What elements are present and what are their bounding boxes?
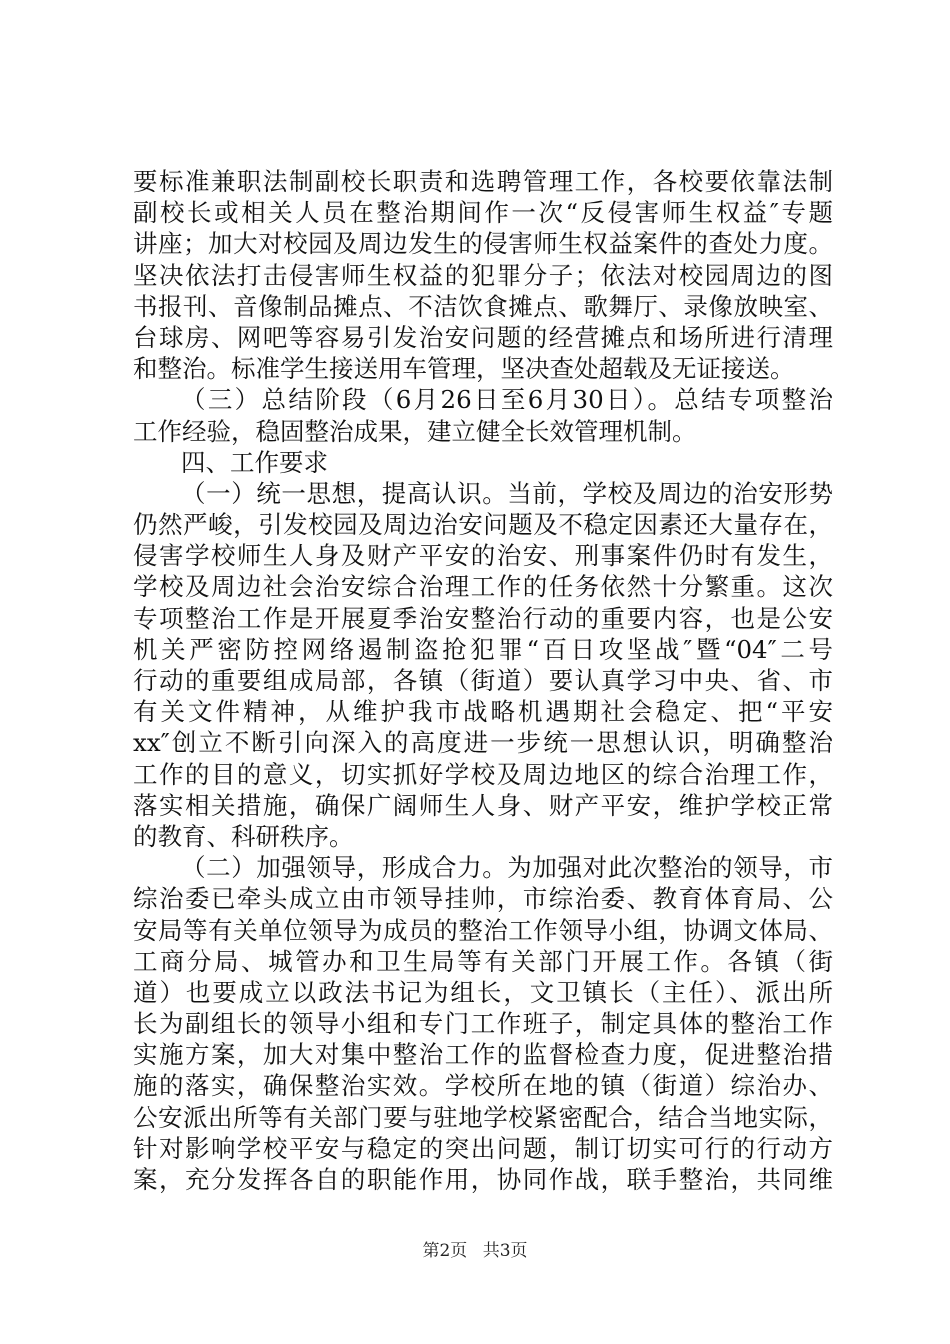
text-line: 侵害学校师生人身及财产平安的治安、刑事案件仍时有发生， xyxy=(133,541,833,571)
text-line: 仍然严峻，引发校园及周边治安问题及不稳定因素还大量存在， xyxy=(133,510,833,540)
text-line: 学校及周边社会治安综合治理工作的任务依然十分繁重。这次 xyxy=(133,572,833,602)
text-line: 机关严密防控网络遏制盗抢犯罪“百日攻坚战″暨“04″二号 xyxy=(133,634,833,664)
document-body xyxy=(133,166,833,1195)
text-line: 工商分局、城管办和卫生局等有关部门开展工作。各镇（街 xyxy=(133,946,833,976)
text-line: 台球房、网吧等容易引发治安问题的经营摊点和场所进行清理 xyxy=(133,322,833,352)
text-line: （一）统一思想，提高认识。当前，学校及周边的治安形势 xyxy=(181,478,833,508)
text-line: 施的落实，确保整治实效。学校所在地的镇（街道）综治办、 xyxy=(133,1071,833,1101)
text-line: 要标准兼职法制副校长职责和选聘管理工作，各校要依靠法制 xyxy=(133,167,833,196)
page-total: 共3页 xyxy=(482,1241,528,1261)
text-line: 道）也要成立以政法书记为组长，文卫镇长（主任）、派出所 xyxy=(133,977,833,1007)
page-footer xyxy=(0,1240,950,1262)
text-line: 专项整治工作是开展夏季治安整治行动的重要内容，也是公安 xyxy=(133,603,833,633)
text-line: 案，充分发挥各自的职能作用，协同作战，联手整治，共同维 xyxy=(133,1165,833,1194)
text-line: 四、工作要求 xyxy=(181,447,328,477)
text-line: 有关文件精神，从维护我市战略机遇期社会稳定、把“平安 xyxy=(133,697,833,727)
text-line: 书报刊、音像制品摊点、不洁饮食摊点、歌舞厅、录像放映室、 xyxy=(133,291,833,321)
text-line: 讲座；加大对校园及周边发生的侵害师生权益案件的查处力度。 xyxy=(133,229,833,259)
page-number: 第2页 xyxy=(422,1241,468,1261)
text-line: 和整治。标准学生接送用车管理，坚决查处超载及无证接送。 xyxy=(133,354,795,384)
text-line: xx″创立不断引向深入的高度进一步统一思想认识，明确整治 xyxy=(133,728,833,758)
text-line: 行动的重要组成局部，各镇（街道）要认真学习中央、省、市 xyxy=(133,666,833,695)
text-line: 坚决依法打击侵害师生权益的犯罪分子；依法对校园周边的图 xyxy=(133,260,833,290)
text-line: 落实相关措施，确保广阔师生人身、财产平安，维护学校正常 xyxy=(133,790,833,820)
text-line: 安局等有关单位领导为成员的整治工作领导小组，协调文体局、 xyxy=(133,915,833,945)
text-line: 的教育、科研秩序。 xyxy=(133,821,354,851)
text-line: （二）加强领导，形成合力。为加强对此次整治的领导，市 xyxy=(181,853,833,883)
text-line: 长为副组长的领导小组和专门工作班子，制定具体的整治工作 xyxy=(133,1009,833,1039)
text-line: 实施方案，加大对集中整治工作的监督检查力度，促进整治措 xyxy=(133,1040,833,1070)
text-line: 综治委已牵头成立由市领导挂帅，市综治委、教育体育局、公 xyxy=(133,884,833,914)
text-line: 工作的目的意义，切实抓好学校及周边地区的综合治理工作， xyxy=(133,759,833,789)
text-line: 副校长或相关人员在整治期间作一次“反侵害师生权益″专题 xyxy=(133,198,833,228)
text-line: 针对影响学校平安与稳定的突出问题，制订切实可行的行动方 xyxy=(133,1133,833,1163)
text-line: 工作经验，稳固整治成果，建立健全长效管理机制。 xyxy=(133,416,697,446)
text-line: （三）总结阶段（6月26日至6月30日）。总结专项整治 xyxy=(181,385,833,415)
text-line: 公安派出所等有关部门要与驻地学校紧密配合，结合当地实际， xyxy=(133,1102,833,1132)
